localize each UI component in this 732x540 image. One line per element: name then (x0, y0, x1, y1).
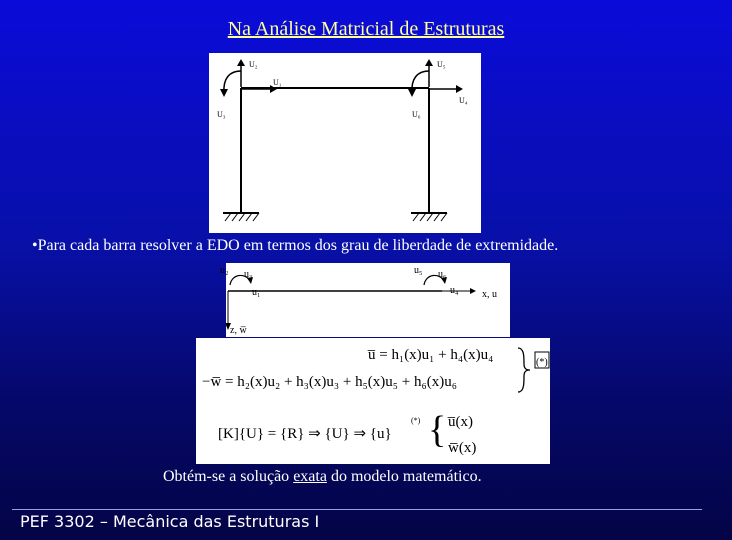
beam-dof-label: u₃ (244, 269, 253, 280)
frame-diagram (209, 53, 481, 233)
dof-label: U₅ (437, 60, 446, 69)
beam-dof-label: u₆ (438, 269, 447, 280)
dof-label: U₄ (459, 96, 468, 105)
dof-label: U₃ (217, 110, 226, 119)
equation-w-of-x: w̅(x) (448, 440, 477, 456)
beam-dof-label: u₁ (252, 287, 261, 298)
footer-course-title: PEF 3302 – Mecânica das Estruturas I (20, 512, 320, 531)
equation-axial: u̅ = h₁(x)u₁ + h₄(x)u₄ (368, 347, 494, 363)
left-fixed-support (223, 213, 259, 221)
beam-element-diagram (220, 263, 510, 337)
equation-solution-chain: [K]{U} = {R} ⇒ {U} ⇒ {u} (218, 426, 392, 442)
dof-arrow-left-rotation (220, 71, 241, 97)
conclusion-part: Obtém-se a solução (163, 468, 294, 485)
bullet-text: •Para cada barra resolver a EDO em termos dos grau de liberdade de extremidade. (32, 237, 559, 254)
equations-panel (196, 338, 550, 464)
equation-marker: (*) (536, 357, 548, 368)
dof-arrow-left-horizontal (242, 85, 277, 93)
right-fixed-support (411, 213, 447, 221)
equation-brace (518, 348, 530, 392)
equation-star: (*) (411, 416, 421, 425)
x-axis-label: x, u (482, 289, 497, 300)
equation-brace-left: { (428, 409, 447, 451)
conclusion-part: do modelo matemático. (326, 468, 482, 485)
conclusion-text (163, 468, 482, 486)
equation-u-of-x: u̅(x) (448, 414, 473, 430)
dof-label: U₁ (273, 78, 282, 87)
x-axis-arrow (442, 288, 476, 294)
beam-dof-label: u₄ (450, 285, 459, 296)
z-axis-label: z, w̅ (230, 325, 247, 336)
beam-dof-label: u₅ (414, 265, 423, 276)
slide-title: Na Análise Matricial de Estruturas (227, 18, 505, 40)
equation-transverse: −w̅ = h₂(x)u₂ + h₃(x)u₃ + h₅(x)u₅ + h₆(x)u₆ (202, 374, 457, 390)
conclusion-emphasis: exata (293, 468, 327, 485)
beam-dof-label: u₂ (220, 265, 229, 276)
footer-divider (12, 509, 702, 510)
dof-arrow-right-rotation (408, 71, 429, 97)
dof-arrow-right-vertical (425, 59, 433, 87)
dof-arrow-right-horizontal (430, 85, 463, 93)
dof-arrow-left-vertical (237, 59, 245, 87)
dof-label: U₆ (412, 110, 421, 119)
dof-label: U₂ (249, 60, 258, 69)
